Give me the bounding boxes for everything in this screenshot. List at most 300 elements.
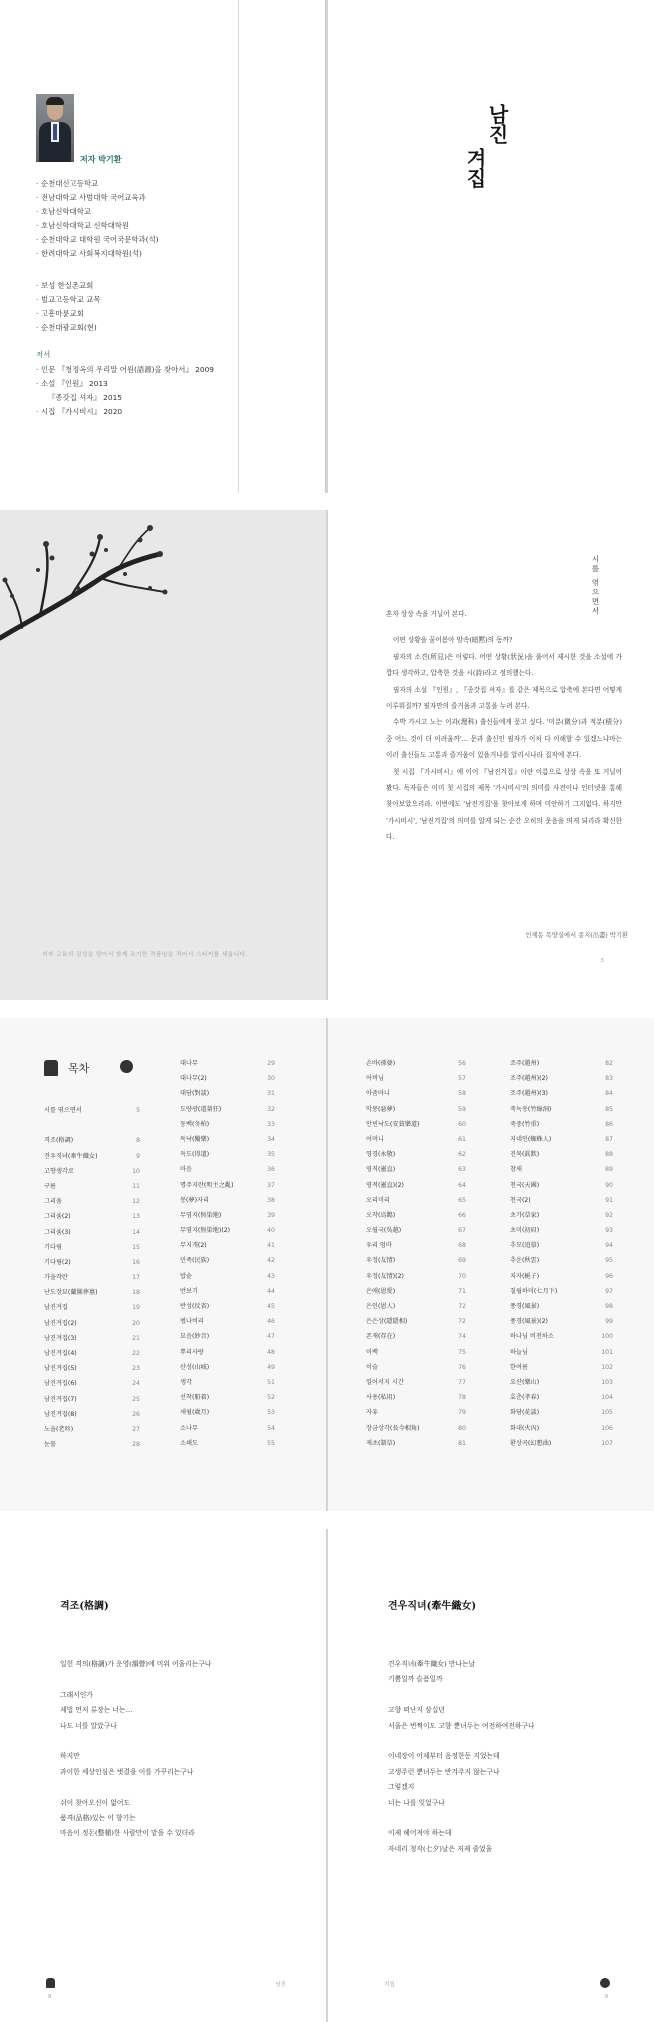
toc-entry-title: 초가(草家) <box>510 1211 540 1219</box>
toc-entry-page: 74 <box>458 1333 466 1341</box>
toc-entry-page: 101 <box>601 1348 613 1356</box>
toc-entry-title: 선착(船着) <box>180 1394 210 1402</box>
spread-preface <box>0 510 654 1000</box>
works-item: 『종갓집 셔자』 2015 <box>48 393 122 402</box>
poem-line: 제법 먼저 류장는 너는… <box>60 1706 133 1715</box>
toc-entry-title: 환상곡(幻想曲) <box>510 1439 552 1447</box>
toc-entry-title: 칠월하미(七月下) <box>510 1287 558 1295</box>
toc-entry-title: 동백(冬柏) <box>180 1120 210 1128</box>
toc-entry-title: 은은상(隱隱相) <box>366 1318 408 1326</box>
toc-entry-title: 화내(火內) <box>510 1424 540 1432</box>
illustration-caption: 저자 고유의 감성을 담아서 함께 조기한 작품임을 적어서 스티커를 세웁니다. <box>42 952 248 958</box>
toc-entry-page: 102 <box>601 1363 613 1371</box>
works-heading: 저서 <box>36 350 51 359</box>
toc-entry <box>366 1086 466 1101</box>
toc-entry <box>44 1285 140 1300</box>
poem-line: 마음이 정돈(整頓)한 사람만이 맡을 수 있더라 <box>60 1829 195 1838</box>
toc-entry <box>180 1238 275 1253</box>
toc-entry-title: 대담(對談) <box>180 1090 210 1098</box>
toc-entry-title: 이슬 <box>366 1363 378 1371</box>
toc-entry-page: 89 <box>605 1166 613 1174</box>
toc-entry-page: 106 <box>601 1424 613 1432</box>
preface-paragraph: 어떤 상황을 꿈어봄아 암속(暗黙)의 동까? <box>393 636 513 645</box>
toc-entry-page: 59 <box>458 1105 466 1113</box>
toc-entry <box>366 1436 466 1451</box>
preface-paragraph <box>386 622 622 632</box>
toc-entry-page: 103 <box>601 1378 613 1386</box>
toc-entry-title: 참새 <box>510 1166 522 1174</box>
toc-entry-title: 영적(靈直)(2) <box>366 1181 404 1189</box>
toc-entry-page: 15 <box>132 1243 140 1251</box>
toc-entry <box>510 1132 613 1147</box>
toc-entry <box>510 1117 613 1132</box>
toc-entry <box>366 1102 466 1117</box>
toc-entry-title: 고향생각로 <box>44 1167 74 1175</box>
toc-entry <box>366 1147 466 1162</box>
toc-entry <box>510 1405 613 1420</box>
toc-entry-title: 치자(梔子) <box>510 1272 540 1280</box>
toc-entry-title: 초미(初眉) <box>510 1227 540 1235</box>
education-item: · 호남신학대학교 신학대학원 <box>36 219 159 233</box>
toc-entry-title: 화담(花談) <box>510 1409 540 1417</box>
toc-entry-title: 마음 <box>180 1166 192 1174</box>
toc-entry <box>510 1375 613 1390</box>
toc-entry <box>44 1225 140 1240</box>
toc-entry-page: 12 <box>132 1198 140 1206</box>
toc-entry <box>180 1375 275 1390</box>
toc-entry <box>180 1178 275 1193</box>
poem-stanza <box>60 1796 212 1842</box>
toc-entry-title: 뿌리사랑 <box>180 1348 204 1356</box>
toc-entry <box>44 1422 140 1437</box>
toc-entry-page: 82 <box>605 1060 613 1067</box>
poem-stanza <box>388 1826 535 1857</box>
toc-entry-page: 84 <box>605 1090 613 1098</box>
poem-title: 격조(格調) <box>60 1601 109 1612</box>
poem-body <box>388 1657 535 1873</box>
toc-entry-page: 69 <box>458 1257 466 1265</box>
toc-entry-title: 남진겨집(5) <box>44 1365 77 1373</box>
toc-entry-page: 72 <box>458 1318 466 1326</box>
toc-entry-page: 94 <box>605 1242 613 1250</box>
toc-entry <box>366 1329 466 1344</box>
spread-table-of-contents <box>0 1018 654 1511</box>
poem-stanza <box>60 1688 212 1734</box>
toc-entry <box>366 1375 466 1390</box>
toc-entry-page: 45 <box>267 1303 275 1310</box>
toc-entry <box>510 1193 613 1208</box>
toc-entry-page: 80 <box>458 1424 466 1432</box>
poem-line: 하지만 <box>60 1752 80 1761</box>
toc-entry <box>44 1437 140 1452</box>
toc-entry-title: 남진겨집(7) <box>44 1395 77 1403</box>
toc-entry-page: 52 <box>267 1394 275 1402</box>
toc-entry-title: 자유 <box>366 1409 378 1417</box>
toc-entry <box>366 1193 466 1208</box>
toc-entry-page: 42 <box>267 1257 275 1265</box>
toc-entry-page: 9 <box>136 1152 140 1160</box>
toc-entry <box>510 1102 613 1117</box>
toc-entry <box>510 1390 613 1405</box>
toc-entry-title: 소나무 <box>180 1424 198 1432</box>
toc-entry-title: 효춘(孝春) <box>510 1394 540 1402</box>
toc-column-1 <box>44 1103 140 1452</box>
toc-entry <box>180 1314 275 1329</box>
poem-body <box>60 1657 212 1857</box>
preface-paragraph: 수박 가시고 노는 이과(理科) 출신들에게 묻고 싶다. '미분(微分)과 적분(積分) 중 어느 것이 더 이려울까'... 문과 출신인 필자가 이처 다 이해할 수 있겠느냐마는 이러 출신들도 고통과 즐거움이 있을거냐를 알리시나라 집작에 본다. <box>386 718 622 760</box>
toc-entry <box>44 1209 140 1224</box>
toc-entry <box>180 1405 275 1420</box>
toc-column-2 <box>180 1056 275 1451</box>
toc-entry <box>510 1147 613 1162</box>
toc-entry <box>366 1238 466 1253</box>
toc-entry <box>510 1269 613 1284</box>
toc-entry-page: 11 <box>132 1182 140 1190</box>
toc-entry <box>44 1118 140 1133</box>
toc-entry-title: 추모(追慕) <box>510 1242 540 1250</box>
toc-entry <box>366 1162 466 1177</box>
toc-entry <box>44 1179 140 1194</box>
toc-entry-title: 남진겨집(3) <box>44 1334 77 1342</box>
plum-branch-illustration <box>0 510 170 660</box>
poem-line: 일헌 격의(格調)가 운영(韻營)에 미워 어울리는구나 <box>60 1660 212 1668</box>
toc-entry-page: 75 <box>458 1348 466 1356</box>
toc-entry-title: 반보기 <box>180 1287 198 1295</box>
toc-entry-page: 70 <box>458 1272 466 1280</box>
toc-entry-title: 은인(恩人) <box>366 1303 396 1310</box>
author-name: 저자 박기환 <box>80 155 122 164</box>
toc-entry-page: 48 <box>267 1348 275 1356</box>
toc-entry-page: 5 <box>136 1107 140 1114</box>
toc-entry <box>510 1329 613 1344</box>
toc-entry-page: 29 <box>267 1060 275 1067</box>
toc-entry-page: 88 <box>605 1151 613 1159</box>
toc-entry-title: 대나무(2) <box>180 1075 207 1083</box>
toc-entry-title: 우정(友情) <box>366 1257 396 1265</box>
preface-paragraph: 혼자 상상 속을 거닐어 본다. <box>386 610 467 618</box>
toc-entry <box>180 1162 275 1177</box>
toc-entry-page: 56 <box>458 1060 466 1067</box>
poem-stanza <box>388 1749 535 1811</box>
poem-line: 품격(品格)있는 이 향기는 <box>60 1814 136 1823</box>
poem-line: 고생주런 뿐녀두는 반겨주지 않는구나 <box>388 1767 500 1776</box>
toc-entry <box>510 1238 613 1253</box>
author-career-list <box>36 279 100 335</box>
preface-paragraph: 첫 시집 『가시비시』에 이어 『남진겨집』이란 이름으로 상상 속을 또 거닐어 봤다. 독자들은 이미 첫 시집의 제목 '가시비시'의 의미를 사전이나 인터넷을 통해 찾아보았으리라. 이번에도 '남진겨집'을 찾아보게 하며 미안하기 그지없다. 하지만 '가시비시', '남진겨집'의 의미를 알게 되는 순간 오히의 웃음을 띄게 되리라 확신한다. <box>386 767 622 842</box>
poem-line: 과이한 세상인심은 벗겼을 이를 가꾸리는구나 <box>60 1767 194 1776</box>
toc-entry-title: 어머니 <box>366 1135 384 1143</box>
toc-entry-title: 어버님 <box>366 1075 384 1083</box>
toc-entry <box>180 1329 275 1344</box>
toc-entry-page: 65 <box>458 1196 466 1204</box>
toc-entry-page: 10 <box>132 1167 140 1175</box>
toc-entry-page: 18 <box>132 1289 140 1297</box>
running-footer: 겨집 <box>384 1982 395 1988</box>
toc-entry-page: 64 <box>458 1181 466 1189</box>
toc-entry-title: 사용(私用) <box>366 1394 396 1402</box>
toc-entry-title: 풍경(風景) <box>510 1303 540 1310</box>
toc-entry-page: 58 <box>458 1090 466 1098</box>
toc-entry-page: 100 <box>601 1333 613 1341</box>
book-title-part-1: 남진 <box>485 104 509 144</box>
toc-entry-title: 밥솥 <box>180 1272 192 1280</box>
flower-emblem-icon <box>120 1060 133 1073</box>
toc-entry-title: 득도(得道) <box>180 1151 210 1159</box>
toc-entry-page: 25 <box>132 1395 140 1403</box>
toc-entry-page: 67 <box>458 1227 466 1235</box>
toc-entry-title: 오작(烏鵲) <box>366 1211 396 1219</box>
toc-entry-page: 26 <box>132 1410 140 1418</box>
poem-line: 견우직녀(牽牛織女) 만나는날 <box>388 1660 476 1668</box>
toc-entry-page: 68 <box>458 1242 466 1250</box>
toc-entry-title: 안빈낙도(安貧樂道) <box>366 1120 420 1128</box>
toc-entry-title: 이백 <box>366 1348 378 1356</box>
education-item: · 호남신학대학교 <box>36 205 159 219</box>
career-item: · 순천대광교회(현) <box>36 321 100 335</box>
author-education-list <box>36 177 159 261</box>
toc-entry <box>44 1407 140 1422</box>
toc-entry-page: 20 <box>132 1319 140 1327</box>
toc-entry-title: 민족(民族) <box>180 1257 210 1265</box>
toc-entry-title: 하나님 비전하소 <box>510 1333 554 1341</box>
toc-entry <box>44 1331 140 1346</box>
poem-line: 기쁨일까 슬픔일까 <box>388 1675 443 1684</box>
toc-entry-page: 31 <box>267 1090 275 1098</box>
toc-entry <box>366 1132 466 1147</box>
toc-entry-title: 시를 엮으면서 <box>44 1107 82 1114</box>
toc-entry-page: 37 <box>267 1181 275 1189</box>
toc-entry-page: 107 <box>601 1439 613 1447</box>
toc-entry-page: 71 <box>458 1287 466 1295</box>
poem-stanza <box>388 1657 535 1688</box>
toc-entry-title: 천국(天國) <box>510 1181 540 1189</box>
toc-entry-title: 죽중(竹重) <box>510 1120 540 1128</box>
toc-entry <box>180 1253 275 1268</box>
toc-entry <box>510 1345 613 1360</box>
toc-entry-page: 63 <box>458 1166 466 1174</box>
toc-entry <box>366 1071 466 1086</box>
poem-line: 고향 떠난지 삼십년 <box>388 1706 445 1715</box>
toc-entry-page: 27 <box>132 1425 140 1433</box>
toc-entry <box>180 1147 275 1162</box>
toc-entry-title: 소쇄도 <box>180 1439 198 1447</box>
toc-entry-title: 대나무 <box>180 1060 198 1067</box>
career-item: · 보성 한실촌교회 <box>36 279 100 293</box>
toc-entry-page: 13 <box>132 1213 140 1221</box>
toc-entry <box>180 1421 275 1436</box>
toc-entry-page: 32 <box>267 1105 275 1113</box>
toc-entry-page: 99 <box>605 1318 613 1326</box>
toc-entry <box>180 1208 275 1223</box>
toc-entry <box>180 1269 275 1284</box>
toc-title: 목차 <box>68 1062 90 1075</box>
preface-paragraph: 필자의 소견(所見)은 이렇다. 어떤 상황(狀況)을 풀어서 제시한 것을 소설에 가깝다 생각하고, 압축한 것을 시(詩)라고 정의했는다. <box>386 652 622 678</box>
toc-entry-title: 무지개(2) <box>180 1242 207 1250</box>
preface-paragraph: 필자의 소설 『인원』, 『종갓집 셔자』를 같은 제목으로 압축에 본다면 어떻게 이루워질까? 필자만의 즐거움과 고통을 누려 본다. <box>386 685 622 711</box>
toc-entry-title: 조주(趙州)(2) <box>510 1075 548 1083</box>
toc-column-4 <box>510 1056 613 1451</box>
toc-entry-title: 명주지란(明主之亂) <box>180 1181 234 1189</box>
toc-entry-page: 33 <box>267 1120 275 1128</box>
works-item: · 시집 『가시비시』 2020 <box>36 405 214 419</box>
toc-entry <box>366 1178 466 1193</box>
illustration-page <box>0 510 326 1000</box>
page-number: 8 <box>48 1994 52 2000</box>
works-item: · 인문 『청정옥의 우리말 어원(語源)을 찾아서』 2009 <box>36 363 214 377</box>
toc-entry-page: 19 <box>132 1304 140 1312</box>
toc-entry <box>366 1208 466 1223</box>
toc-entry-title: 은애(恩愛) <box>366 1287 396 1295</box>
poem-line: 나도 너를 알았구나 <box>60 1721 117 1730</box>
toc-entry-title: 독낙(獨樂) <box>180 1135 210 1143</box>
toc-entry-page: 46 <box>267 1318 275 1326</box>
poem-stanza <box>60 1657 212 1672</box>
toc-entry-page: 77 <box>458 1378 466 1386</box>
toc-entry-page: 44 <box>267 1287 275 1295</box>
toc-entry <box>44 1270 140 1285</box>
poem-title: 견우직녀(牽牛織女) <box>388 1601 477 1612</box>
toc-entry-title: 손바(孫婆) <box>366 1060 396 1067</box>
preface-page <box>328 510 654 1000</box>
toc-entry <box>510 1223 613 1238</box>
toc-entry-page: 61 <box>458 1135 466 1143</box>
page-number: 5 <box>600 958 604 964</box>
toc-entry-title: 일어서지 시간 <box>366 1378 404 1386</box>
career-item: · 고흥마륜교회 <box>36 307 100 321</box>
spread-author-title <box>0 0 654 493</box>
toc-entry-title: 가을작란 <box>44 1274 68 1282</box>
lantern-icon <box>44 1060 58 1076</box>
poem-line: 그래서인가 <box>60 1690 93 1699</box>
toc-entry-page: 62 <box>458 1151 466 1159</box>
toc-entry-title: 아줌마니 <box>366 1090 390 1098</box>
toc-entry <box>366 1056 466 1071</box>
toc-entry-title: 생각 <box>180 1378 192 1386</box>
poem-line: 자네리 청작(七夕)날은 저제 줄었울 <box>388 1844 493 1853</box>
toc-entry <box>180 1117 275 1132</box>
toc-entry-title: 그리움 <box>44 1198 62 1206</box>
toc-entry <box>366 1390 466 1405</box>
toc-entry-page: 60 <box>458 1120 466 1128</box>
toc-entry <box>366 1117 466 1132</box>
toc-entry-page: 93 <box>605 1227 613 1235</box>
toc-entry-page: 92 <box>605 1211 613 1219</box>
toc-entry-page: 21 <box>132 1334 140 1342</box>
toc-entry <box>366 1405 466 1420</box>
toc-entry <box>44 1133 140 1148</box>
toc-entry <box>44 1300 140 1315</box>
poem-line: 너는 나를 잊었구나 <box>388 1798 445 1807</box>
toc-entry-title: 남진겨집(2) <box>44 1319 77 1327</box>
toc-entry-title: 기다림(2) <box>44 1258 71 1266</box>
toc-entry-title: 남진겨집(4) <box>44 1350 77 1357</box>
toc-entry-title: 오리미리 <box>366 1196 390 1204</box>
poem-stanza <box>60 1749 212 1780</box>
toc-entry-title: 죽녹동(竹綠洞) <box>510 1105 552 1113</box>
toc-entry <box>180 1056 275 1071</box>
poem-page-left <box>0 1529 326 2022</box>
toc-entry <box>366 1345 466 1360</box>
works-item: · 소설 『인원』 2013 <box>36 377 214 391</box>
toc-entry-page: 55 <box>267 1439 275 1447</box>
toc-entry <box>44 1376 140 1391</box>
toc-entry-page: 35 <box>267 1151 275 1159</box>
toc-entry-title: 무염지(無染地)(2) <box>180 1227 231 1235</box>
toc-entry-page: 24 <box>132 1380 140 1388</box>
toc-entry <box>510 1178 613 1193</box>
toc-entry-page: 97 <box>605 1287 613 1295</box>
toc-entry-page: 98 <box>605 1303 613 1310</box>
toc-entry <box>510 1056 613 1071</box>
toc-entry-title: 기다림 <box>44 1243 62 1251</box>
toc-entry-title: 견우직녀(牽牛織女) <box>44 1152 98 1160</box>
toc-entry <box>44 1194 140 1209</box>
lantern-icon <box>46 1978 55 1988</box>
toc-entry-title: 범나비리 <box>180 1318 204 1326</box>
toc-entry <box>180 1102 275 1117</box>
toc-entry-page: 51 <box>267 1378 275 1386</box>
toc-entry <box>366 1223 466 1238</box>
toc-entry <box>510 1208 613 1223</box>
cover-flap-fold <box>238 0 239 493</box>
toc-entry-title: 눈물 <box>44 1441 56 1449</box>
toc-entry <box>44 1392 140 1407</box>
toc-entry-title: 산성(山城) <box>180 1363 210 1371</box>
toc-entry-title: 그리움(2) <box>44 1213 71 1221</box>
toc-entry <box>366 1360 466 1375</box>
toc-entry-title: 격조(格調) <box>44 1137 74 1145</box>
toc-entry-page: 87 <box>605 1135 613 1143</box>
toc-entry-title: 장금상각(長今相角) <box>366 1424 420 1432</box>
toc-entry <box>510 1299 613 1314</box>
toc-entry-page: 14 <box>132 1228 140 1236</box>
toc-entry-page: 47 <box>267 1333 275 1341</box>
toc-entry-page: 76 <box>458 1363 466 1371</box>
toc-entry <box>180 1360 275 1375</box>
toc-entry-page: 49 <box>267 1363 275 1371</box>
toc-entry-page: 72 <box>458 1303 466 1310</box>
toc-entry <box>366 1269 466 1284</box>
toc-entry-page: 105 <box>601 1409 613 1417</box>
toc-entry <box>180 1223 275 1238</box>
toc-entry <box>44 1164 140 1179</box>
toc-entry-title: 그리움(3) <box>44 1228 71 1236</box>
toc-entry <box>180 1284 275 1299</box>
education-item: · 한려대학교 사회복지대학원(석) <box>36 247 159 261</box>
book-title-part-2: 겨집 <box>463 148 487 188</box>
toc-entry <box>44 1316 140 1331</box>
toc-entry-title: 우리 엄마 <box>366 1242 392 1250</box>
toc-entry-page: 8 <box>136 1137 140 1145</box>
toc-entry-title: 풍경(風景)(2) <box>510 1318 548 1326</box>
toc-entry-title: 오월국(吳越) <box>366 1227 402 1235</box>
toc-entry <box>510 1360 613 1375</box>
flower-emblem-icon <box>600 1978 610 1988</box>
toc-entry-title: 우정(友情)(2) <box>366 1272 404 1280</box>
education-item: · 순천대신고등학교 <box>36 177 159 191</box>
preface-title: 시를 엮으면서 <box>591 555 600 617</box>
poem-stanza <box>388 1703 535 1734</box>
toc-entry <box>44 1149 140 1164</box>
toc-entry-page: 22 <box>132 1350 140 1357</box>
toc-entry-title: 천국(2) <box>510 1196 531 1204</box>
toc-entry-page: 66 <box>458 1211 466 1219</box>
preface-signature: 인제동 목양실에서 종지(出盡) 박기환 <box>525 932 628 939</box>
toc-entry <box>180 1436 275 1451</box>
toc-entry-title: 악몽(惡夢) <box>366 1105 396 1113</box>
toc-entry <box>180 1299 275 1314</box>
toc-entry-title: 조주(趙州)(3) <box>510 1090 548 1098</box>
